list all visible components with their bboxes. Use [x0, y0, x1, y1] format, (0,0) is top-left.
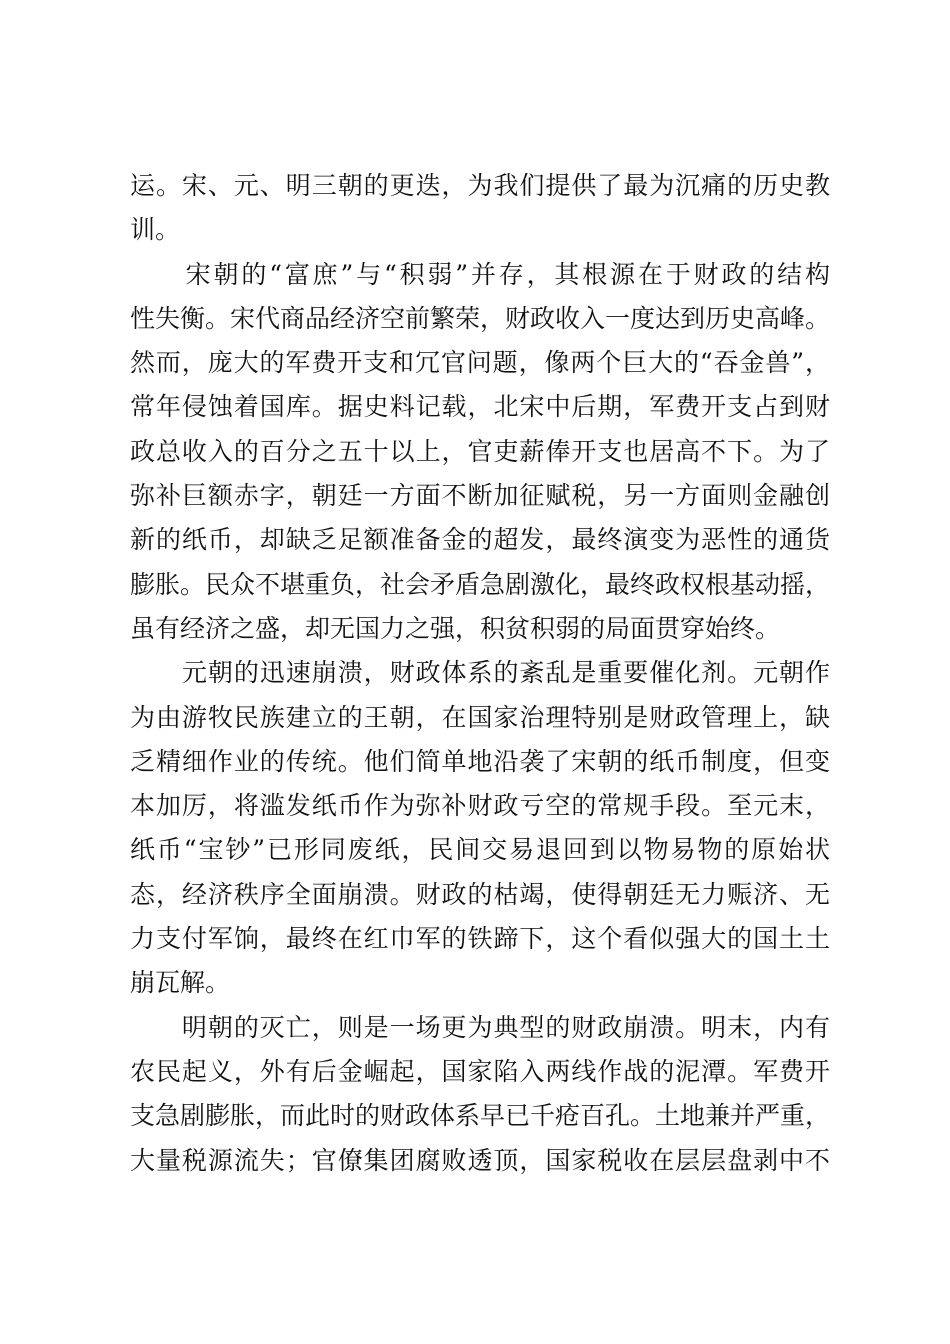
text-line: 力支付军饷，最终在红巾军的铁蹄下，这个看似强大的国土土: [130, 924, 830, 954]
text-line: 为由游牧民族建立的王朝，在国家治理特别是财政管理上，缺: [130, 702, 830, 732]
text-line: 常年侵蚀着国库。据史料记载，北宋中后期，军费开支占到财: [130, 392, 830, 422]
text-line: 弥补巨额赤字，朝廷一方面不断加征赋税，另一方面则金融创: [130, 481, 830, 511]
text-line: 大量税源流失；官僚集团腐败透顶，国家税收在层层盘剥中不: [130, 1145, 830, 1175]
text-line: 崩瓦解。: [130, 968, 231, 998]
text-line: 运。宋、元、明三朝的更迭，为我们提供了最为沉痛的历史教: [130, 171, 830, 200]
text-line: 元朝的迅速崩溃，财政体系的紊乱是重要催化剂。元朝作: [130, 658, 830, 688]
text-line: 支急剧膨胀，而此时的财政体系早已千疮百孔。土地兼并严重，: [130, 1101, 831, 1131]
text-line: 农民起义，外有后金崛起，国家陷入两线作战的泥潭。军费开: [130, 1056, 830, 1086]
text-line: 虽有经济之盛，却无国力之强，积贫积弱的局面贯穿始终。: [130, 613, 781, 643]
text-line: 纸币“宝钞”已形同废纸，民间交易退回到以物易物的原始状: [130, 835, 830, 865]
text-line: 宋朝的“富庶”与“积弱”并存，其根源在于财政的结构: [130, 259, 830, 289]
text-line: 训。: [130, 215, 181, 245]
text-line: 政总收入的百分之五十以上，官吏薪俸开支也居高不下。为了: [130, 436, 830, 466]
text-line: 新的纸币，却缺乏足额准备金的超发，最终演变为恶性的通货: [130, 525, 830, 555]
text-line: 膨胀。民众不堪重负，社会矛盾急剧激化，最终政权根基动摇，: [130, 569, 831, 599]
text-line: 本加厉，将滥发纸币作为弥补财政亏空的常规手段。至元末，: [130, 791, 830, 821]
text-line: 明朝的灭亡，则是一场更为典型的财政崩溃。明末，内有: [130, 1012, 830, 1042]
text-line: 乏精细作业的传统。他们简单地沿袭了宋朝的纸币制度，但变: [130, 746, 830, 776]
text-line: 态，经济秩序全面崩溃。财政的枯竭，使得朝廷无力赈济、无: [130, 879, 830, 909]
text-line: 然而，庞大的军费开支和冗官问题，像两个巨大的“吞金兽”，: [130, 348, 830, 378]
text-line: 性失衡。宋代商品经济空前繁荣，财政收入一度达到历史高峰。: [130, 303, 831, 333]
document-body: [130, 164, 830, 1183]
